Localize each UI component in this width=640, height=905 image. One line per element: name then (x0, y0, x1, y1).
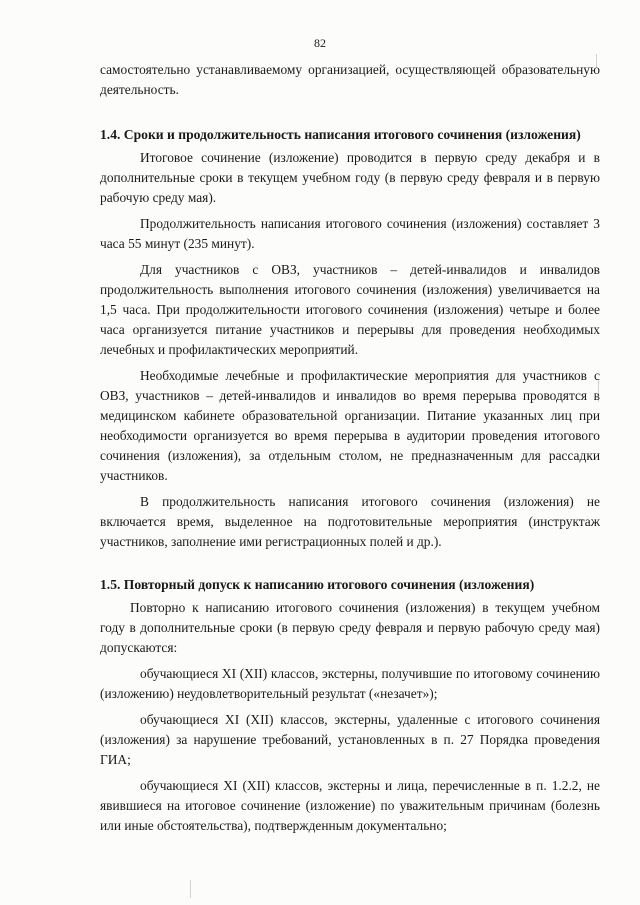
section-1-5-title: 1.5. Повторный допуск к написанию итогового сочинения (изложения) (100, 577, 535, 592)
page-body (100, 60, 600, 100)
section-1-5-paragraph: обучающиеся XI (XII) классов, экстерны и лица, перечисленные в п. 1.2.2, не явившиеся на итоговое сочинение (изложение) по уважительным причинам (болезнь или иные обстоятельства), подтвержденным документально; (100, 778, 600, 833)
section-1-4-paragraph: В продолжительность написания итогового сочинения (изложения) не включается время, выделенное на подготовительные мероприятия (инструктаж участников, заполнение ими регистрационных полей и др.). (100, 494, 600, 549)
section-1-4-paragraph: Необходимые лечебные и профилактические мероприятия для участников с ОВЗ, участников – детей-инвалидов и инвалидов во время перерыва проводятся в медицинском кабинете образовательной организации. Питание указанных лиц при необходимости организуется во время перерыва в аудитории проведения итогового сочинения (изложения), за отдельным столом, не предназначенным для рассадки участников. (100, 368, 600, 483)
section-1-4-paragraph: Итоговое сочинение (изложение) проводится в первую среду декабря и в дополнительные сроки в текущем учебном году (в первую среду февраля и в первую рабочую среду мая). (100, 150, 600, 205)
section-1-5 (100, 576, 600, 836)
scan-speck (598, 380, 599, 402)
section-1-4-paragraph: Продолжительность написания итогового сочинения (изложения) составляет 3 часа 55 минут (235 минут). (100, 216, 600, 251)
section-1-5-paragraph: обучающиеся XI (XII) классов, экстерны, удаленные с итогового сочинения (изложения) за нарушение требований, установленных в п. 27 Порядка проведения ГИА; (100, 712, 600, 767)
page-number: 82 (314, 36, 326, 50)
scan-speck (190, 880, 191, 898)
scan-speck (596, 54, 597, 68)
section-1-4 (100, 126, 600, 552)
section-1-4-title: 1.4. Сроки и продолжительность написания итогового сочинения (изложения) (100, 127, 581, 142)
section-1-5-paragraph: обучающиеся XI (XII) классов, экстерны, получившие по итоговому сочинению (изложению) неудовлетворительный результат («незачет»); (100, 666, 600, 701)
section-1-5-paragraph: Повторно к написанию итогового сочинения (изложения) в текущем учебном году в дополнительные сроки (в первую среду февраля и первую рабочую среду мая) допускаются: (100, 600, 600, 655)
intro-paragraph: самостоятельно устанавливаемому организацией, осуществляющей образовательную деятельность. (100, 62, 600, 97)
section-1-4-paragraph: Для участников с ОВЗ, участников – детей-инвалидов и инвалидов продолжительность выполнения итогового сочинения (изложения) увеличивается на 1,5 часа. При продолжительности итогового сочинения (изложения) четыре и более часа организуется питание участников и перерывы для проведения необходимых лечебных и профилактических мероприятий. (100, 262, 600, 357)
